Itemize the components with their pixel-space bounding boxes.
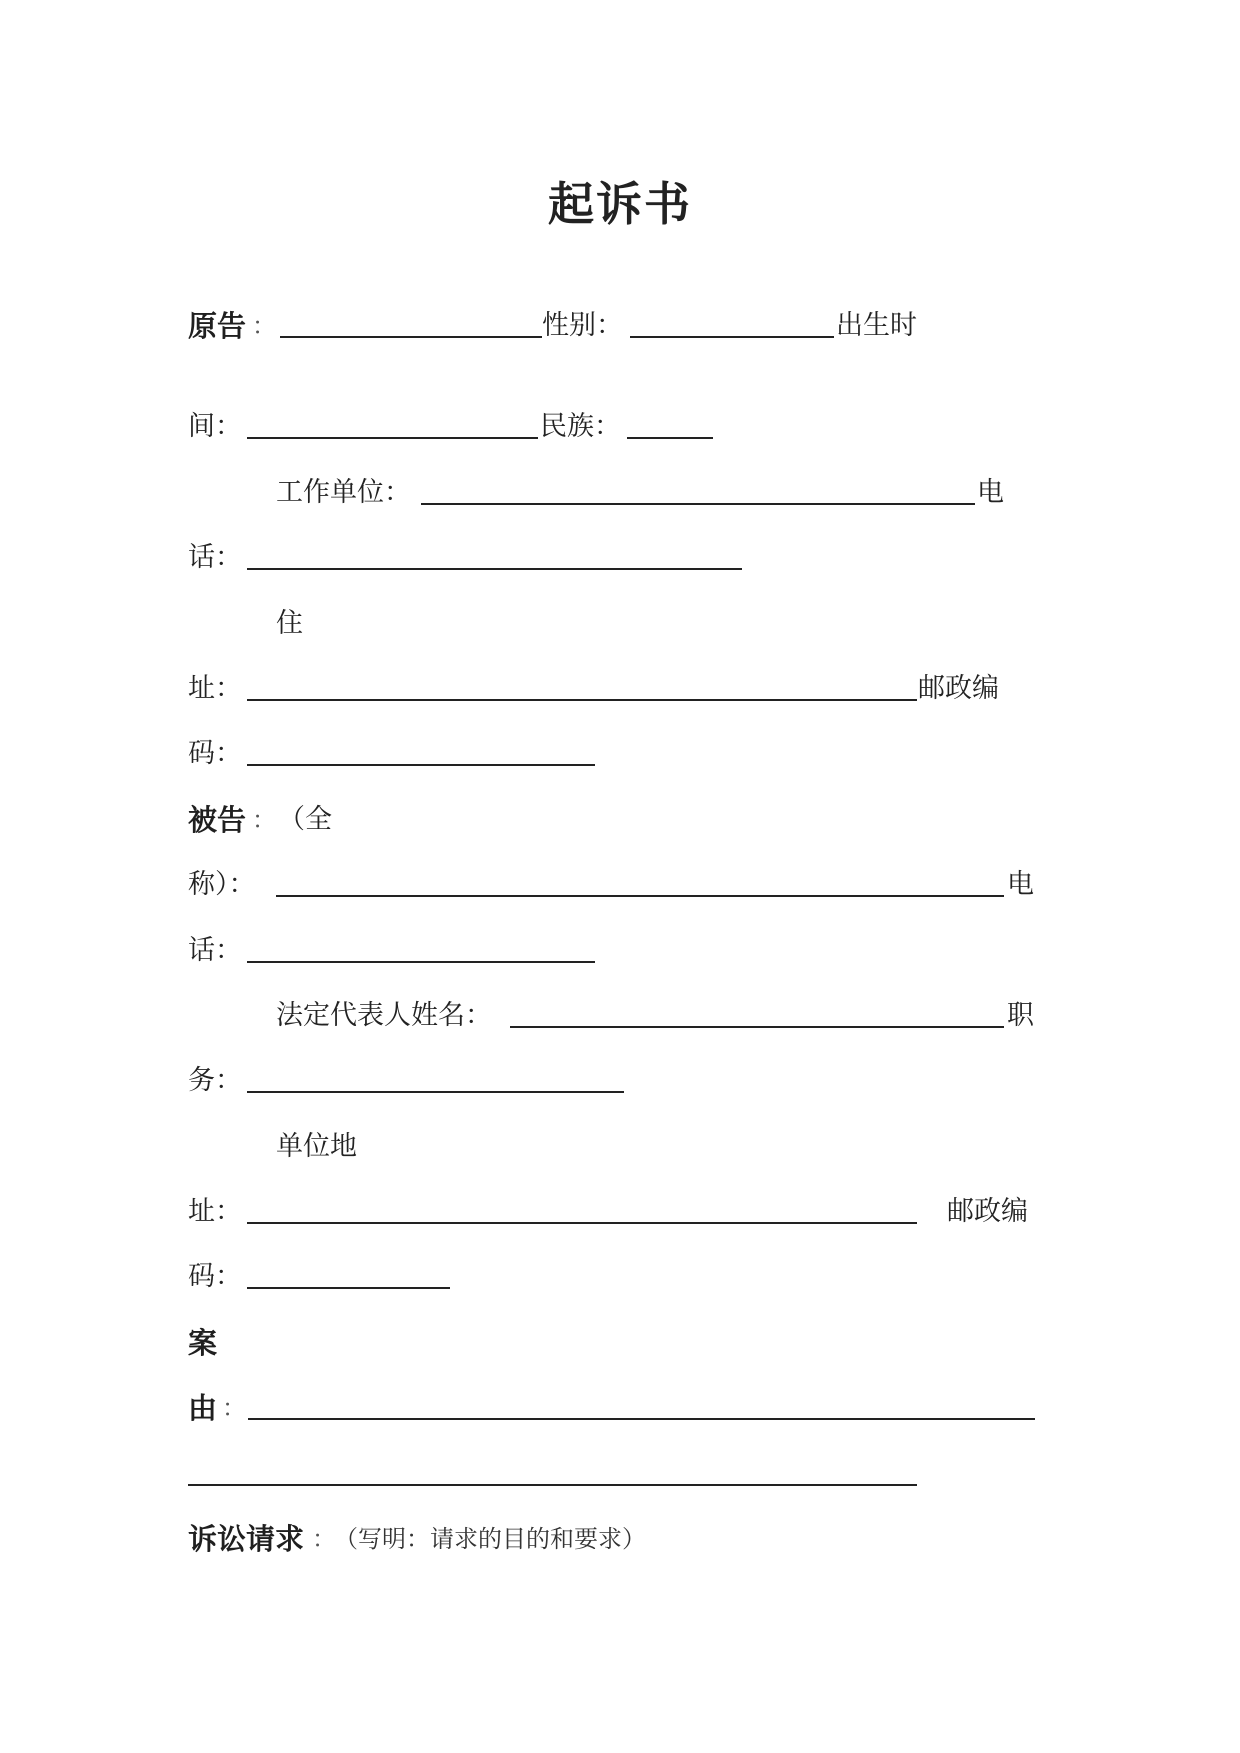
defendant-address-label-part1: 单位地 <box>276 1131 357 1162</box>
legal-rep-label: 法定代表人姓名： <box>276 1000 492 1031</box>
plaintiff-address-label-part2: 址： <box>188 673 242 704</box>
gender-field[interactable] <box>630 336 834 338</box>
plaintiff-postal-field[interactable] <box>247 764 595 766</box>
plaintiff-phone-label-part2: 话： <box>188 542 242 573</box>
birth-date-field[interactable] <box>247 437 538 439</box>
claims-colon: ： <box>312 1525 336 1553</box>
plaintiff-phone-field[interactable] <box>247 568 742 570</box>
defendant-address-label-part2: 址： <box>188 1196 242 1227</box>
defendant-fullname-field[interactable] <box>276 895 1004 897</box>
defendant-heading: 被告 <box>188 803 247 837</box>
claims-heading: 诉讼请求 <box>188 1522 305 1556</box>
ethnicity-label: 民族： <box>540 411 621 442</box>
defendant-postal-label-part1: 邮政编 <box>947 1196 1028 1227</box>
defendant-fullname-label-part2: 称）： <box>188 869 256 900</box>
plaintiff-postal-label-part2: 码： <box>188 738 242 769</box>
birth-label-part2: 间： <box>188 411 242 442</box>
defendant-phone-field[interactable] <box>247 961 595 963</box>
plaintiff-name-field[interactable] <box>280 336 542 338</box>
position-label-part1: 职 <box>1007 1000 1034 1031</box>
defendant-fullname-label-part1: （全 <box>278 804 332 835</box>
plaintiff-phone-label-part1: 电 <box>977 477 1004 508</box>
defendant-colon: ： <box>252 806 276 834</box>
gender-label: 性别： <box>542 310 623 341</box>
legal-rep-field[interactable] <box>510 1026 1004 1028</box>
defendant-phone-label-part1: 电 <box>1007 869 1034 900</box>
cause-heading-part1: 案 <box>188 1326 218 1360</box>
ethnicity-field[interactable] <box>627 437 713 439</box>
cause-field-2[interactable] <box>188 1484 917 1486</box>
workplace-field[interactable] <box>421 503 975 505</box>
defendant-postal-label-part2: 码： <box>188 1261 242 1292</box>
defendant-phone-label-part2: 话： <box>188 935 242 966</box>
document-title: 起诉书 <box>548 177 692 231</box>
claims-note: （写明：请求的目的和要求） <box>334 1525 646 1553</box>
workplace-label: 工作单位： <box>276 477 411 508</box>
position-label-part2: 务： <box>188 1065 242 1096</box>
defendant-postal-field[interactable] <box>247 1287 450 1289</box>
plaintiff-address-field[interactable] <box>247 699 917 701</box>
cause-heading-part2: 由 <box>188 1391 218 1425</box>
position-field[interactable] <box>247 1091 624 1093</box>
plaintiff-address-label-part1: 住 <box>276 608 303 639</box>
plaintiff-colon: ： <box>252 312 276 340</box>
birth-label-part1: 出生时 <box>836 310 917 341</box>
cause-field-1[interactable] <box>248 1418 1035 1420</box>
cause-colon: ： <box>222 1394 246 1422</box>
defendant-address-field[interactable] <box>247 1222 917 1224</box>
plaintiff-heading: 原告 <box>188 309 247 343</box>
plaintiff-postal-label-part1: 邮政编 <box>918 673 999 704</box>
